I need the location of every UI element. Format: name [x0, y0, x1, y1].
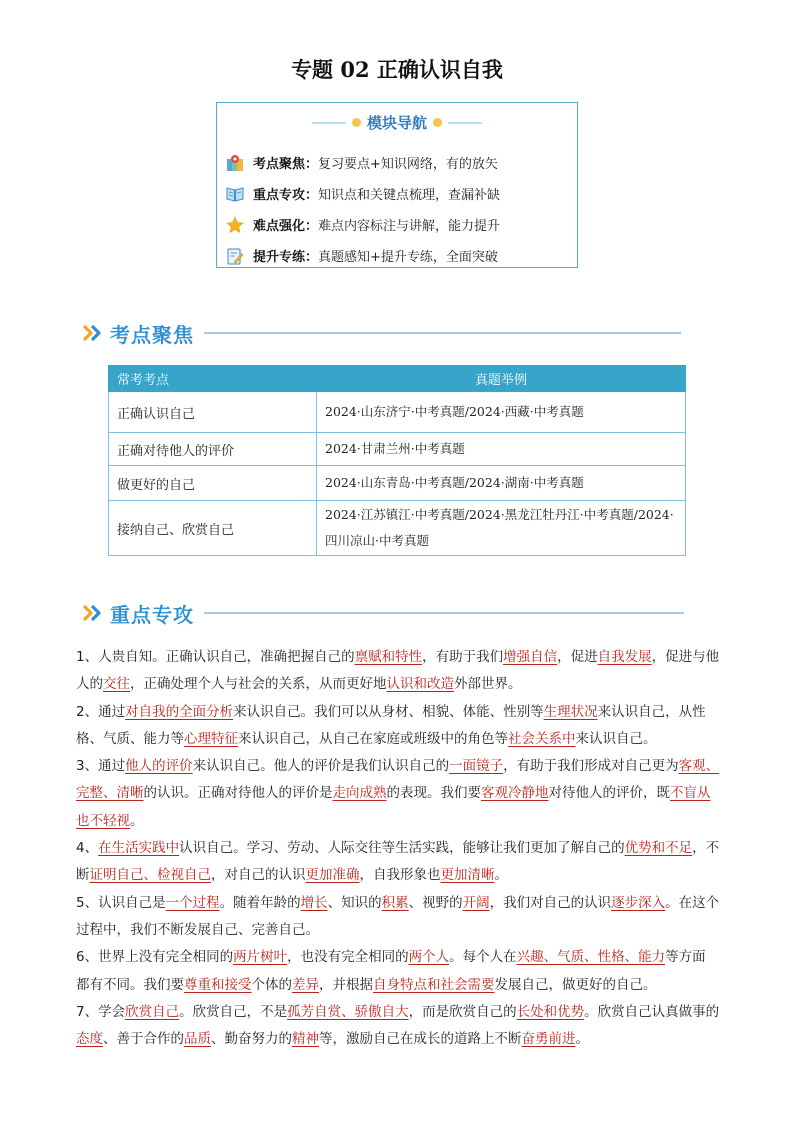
key-term: 逐步深入: [611, 894, 666, 911]
text-run: 外部世界。: [454, 676, 522, 693]
key-term: 社会关系中: [508, 730, 576, 747]
table-cell-example: 2024·江苏镇江·中考真题/2024·黑龙江牡丹江·中考真题/2024·四川凉山·中考真题: [317, 501, 686, 556]
key-point-paragraph: [76, 972, 722, 999]
text-run: 、视野的: [408, 894, 463, 911]
key-term: 禀赋和特性: [354, 649, 423, 665]
text-run: 。: [575, 1031, 589, 1048]
text-run: 。随着年龄的: [219, 894, 301, 911]
key-term: 积累: [381, 894, 409, 911]
table-row: [109, 501, 686, 556]
module-navigation-title: 模块导航: [366, 114, 427, 132]
text-run: 2、通过: [76, 703, 126, 720]
text-run: 、知识的: [327, 894, 382, 911]
key-term: 态度: [76, 1031, 103, 1048]
table-cell-point: 接纳自己、欣赏自己: [109, 501, 317, 556]
key-term: 心理特征: [184, 730, 238, 747]
nav-item-desc: 难点内容标注与讲解，能力提升: [318, 219, 501, 234]
text-run: 。欣赏自己认真做事的: [584, 1003, 720, 1020]
key-term: 一个过程: [165, 894, 220, 911]
key-term: 客观冷静地: [481, 785, 549, 802]
text-run: ，我们对自己的认识: [489, 894, 612, 911]
header-dot-left: [352, 118, 361, 127]
section-title: 重点专攻: [110, 602, 194, 627]
key-term: 客观、完整、清晰: [76, 758, 720, 802]
nav-item-label: 难点强化：: [253, 219, 319, 234]
key-term: 生理状况: [543, 703, 598, 720]
text-run: 发展自己，做更好的自己。: [494, 976, 657, 993]
text-run: ，自我形象也: [359, 867, 441, 884]
key-term: 品质: [184, 1031, 211, 1048]
open-book-icon: [226, 185, 244, 203]
nav-item-label: 提升专练：: [253, 250, 319, 265]
text-run: 4、: [76, 840, 99, 857]
section-title: 考点聚焦: [110, 322, 194, 347]
key-term: 增强自信: [503, 649, 558, 665]
key-term: 差异: [292, 976, 319, 993]
key-term: 交往: [103, 676, 130, 693]
key-term: 两片树叶: [233, 949, 288, 966]
table-cell-point: 正确对待他人的评价: [109, 433, 317, 466]
text-run: 来认识自己。: [575, 730, 657, 747]
text-run: 对待他人的评价，既: [548, 785, 670, 802]
module-navigation-list: [226, 147, 500, 271]
key-term: 优势和不足: [624, 840, 693, 857]
table-header-row: [109, 366, 686, 392]
text-run: ，而是欣赏自己的: [408, 1003, 517, 1020]
text-run: ，有助于我们: [422, 649, 504, 665]
key-point-paragraph: [76, 835, 722, 890]
nav-item-label: 考点聚焦：: [253, 157, 319, 172]
nav-item-label: 重点专攻：: [253, 188, 319, 203]
section-divider: [204, 612, 684, 614]
text-run: 等，激励自己在成长的道路上不断: [319, 1031, 522, 1048]
key-term: 一面镜子: [449, 758, 504, 775]
text-run: 来认识自己。他人的评价是我们认识自己的: [192, 758, 450, 775]
key-point-paragraph: [76, 644, 722, 699]
section-divider: [204, 332, 681, 334]
section-header-key: [82, 598, 684, 628]
column-header: 常考考点: [109, 366, 317, 392]
double-chevron-icon: [82, 604, 104, 622]
text-run: ，促进: [557, 649, 598, 665]
text-run: 。: [494, 867, 508, 884]
key-point-paragraph: [76, 890, 722, 945]
table-cell-example: 2024·山东济宁·中考真题/2024·西藏·中考真题: [317, 392, 686, 433]
module-navigation-header: [217, 112, 577, 133]
text-run: 5、认识自己是: [76, 894, 166, 911]
star-icon: [226, 216, 244, 234]
key-term: 自身特点和社会需要: [373, 976, 495, 993]
key-point-paragraph: [76, 999, 722, 1054]
section-header-focus: [82, 318, 681, 348]
page-title: 专题 02 正确认识自我: [291, 57, 503, 82]
text-run: 认识自己。学习、劳动、人际交往等生活实践，能够让我们更加了解自己的: [179, 840, 625, 857]
nav-item-practice: [226, 240, 500, 271]
text-run: 6、世界上没有完全相同的: [76, 949, 234, 966]
table-cell-example: 2024·甘肃兰州·中考真题: [317, 433, 686, 466]
nav-item-key: [226, 178, 500, 209]
key-point-paragraph: [76, 699, 722, 754]
exam-points-table: [108, 365, 686, 556]
key-term: 证明自己、检视自己: [89, 867, 211, 884]
text-run: 。在这个过程中，我们不断发展自己、完善自己。: [76, 894, 720, 938]
key-term: 更加清晰: [440, 867, 495, 884]
column-header: 真题举例: [317, 366, 686, 392]
text-run: ，有助于我们形成对自己更为: [503, 758, 679, 775]
key-term: 他人的评价: [125, 758, 193, 775]
key-term: 自我发展: [597, 649, 652, 665]
table-cell-point: 做更好的自己: [109, 466, 317, 501]
text-run: 7、学会: [76, 1003, 126, 1020]
nav-item-desc: 知识点和关键点梳理，查漏补缺: [318, 188, 501, 203]
text-run: 都有不同。我们要: [76, 976, 184, 993]
header-dot-right: [433, 118, 442, 127]
nav-item-focus: [226, 147, 500, 178]
text-run: ，并根据: [319, 976, 373, 993]
header-line-right: [448, 122, 482, 124]
nav-item-desc: 复习要点+知识网络，有的放矢: [318, 157, 498, 172]
key-term: 尊重和接受: [184, 976, 252, 993]
key-term: 长处和优势: [516, 1003, 585, 1020]
text-run: 3、通过: [76, 758, 126, 775]
key-term: 奋勇前进: [521, 1031, 576, 1048]
nav-item-desc: 真题感知+提升专练，全面突破: [318, 250, 498, 265]
key-point-paragraph: [76, 944, 722, 971]
key-term: 兴趣、气质、性格、能力: [516, 949, 666, 966]
text-run: 的认识。正确对待他人的评价是: [143, 785, 333, 802]
table-cell-point: 正确认识自己: [109, 392, 317, 433]
text-run: 。每个人在: [449, 949, 517, 966]
table-row: [109, 392, 686, 433]
key-term: 不盲从也不轻视: [76, 785, 711, 829]
key-term: 对自我的全面分析: [125, 703, 234, 720]
text-run: 来认识自己，从自己在家庭或班级中的角色等: [238, 730, 508, 747]
text-run: ，正确处理个人与社会的关系，从而更好地: [130, 676, 387, 693]
text-run: 来认识自己，从性格、气质、能力等: [76, 703, 706, 747]
double-chevron-icon: [82, 324, 104, 342]
key-points-body: [76, 644, 722, 1053]
text-run: 来认识自己。我们可以从身材、相貌、体能、性别等: [233, 703, 544, 720]
key-term: 认识和改造: [386, 676, 454, 693]
text-run: 等方面: [665, 949, 706, 966]
table-cell-example: 2024·山东青岛·中考真题/2024·湖南·中考真题: [317, 466, 686, 501]
table-row: [109, 433, 686, 466]
key-term: 更加准确: [305, 867, 360, 884]
text-run: 。: [130, 812, 144, 829]
key-term: 走向成熟: [332, 785, 387, 802]
key-term: 孤芳自赏、骄傲自大: [287, 1003, 409, 1020]
text-run: 。欣赏自己，不是: [179, 1003, 288, 1020]
key-term: 开阔: [462, 894, 490, 911]
key-term: 精神: [292, 1031, 319, 1048]
text-run: 、勤奋努力的: [211, 1031, 292, 1048]
text-run: 1、人贵自知。正确认识自己，准确把握自己的: [76, 649, 355, 665]
module-navigation-box: [216, 102, 578, 268]
nav-item-difficult: [226, 209, 500, 240]
table-row: [109, 466, 686, 501]
text-run: ，也没有完全相同的: [287, 949, 409, 966]
edit-document-icon: [226, 247, 244, 265]
map-pin-icon: [226, 154, 244, 172]
key-term: 增长: [300, 894, 328, 911]
key-point-paragraph: [76, 753, 722, 835]
key-term: 两个人: [408, 949, 450, 966]
key-term: 在生活实践中: [98, 840, 180, 857]
text-run: ，对自己的认识: [211, 867, 306, 884]
text-run: 个体的: [251, 976, 292, 993]
text-run: ，促进与他人的: [76, 649, 720, 693]
key-term: 欣赏自己: [125, 1003, 180, 1020]
header-line-left: [312, 122, 346, 124]
text-run: ，不断: [76, 840, 720, 884]
text-run: 的表现。我们要: [386, 785, 481, 802]
text-run: 、善于合作的: [103, 1031, 184, 1048]
